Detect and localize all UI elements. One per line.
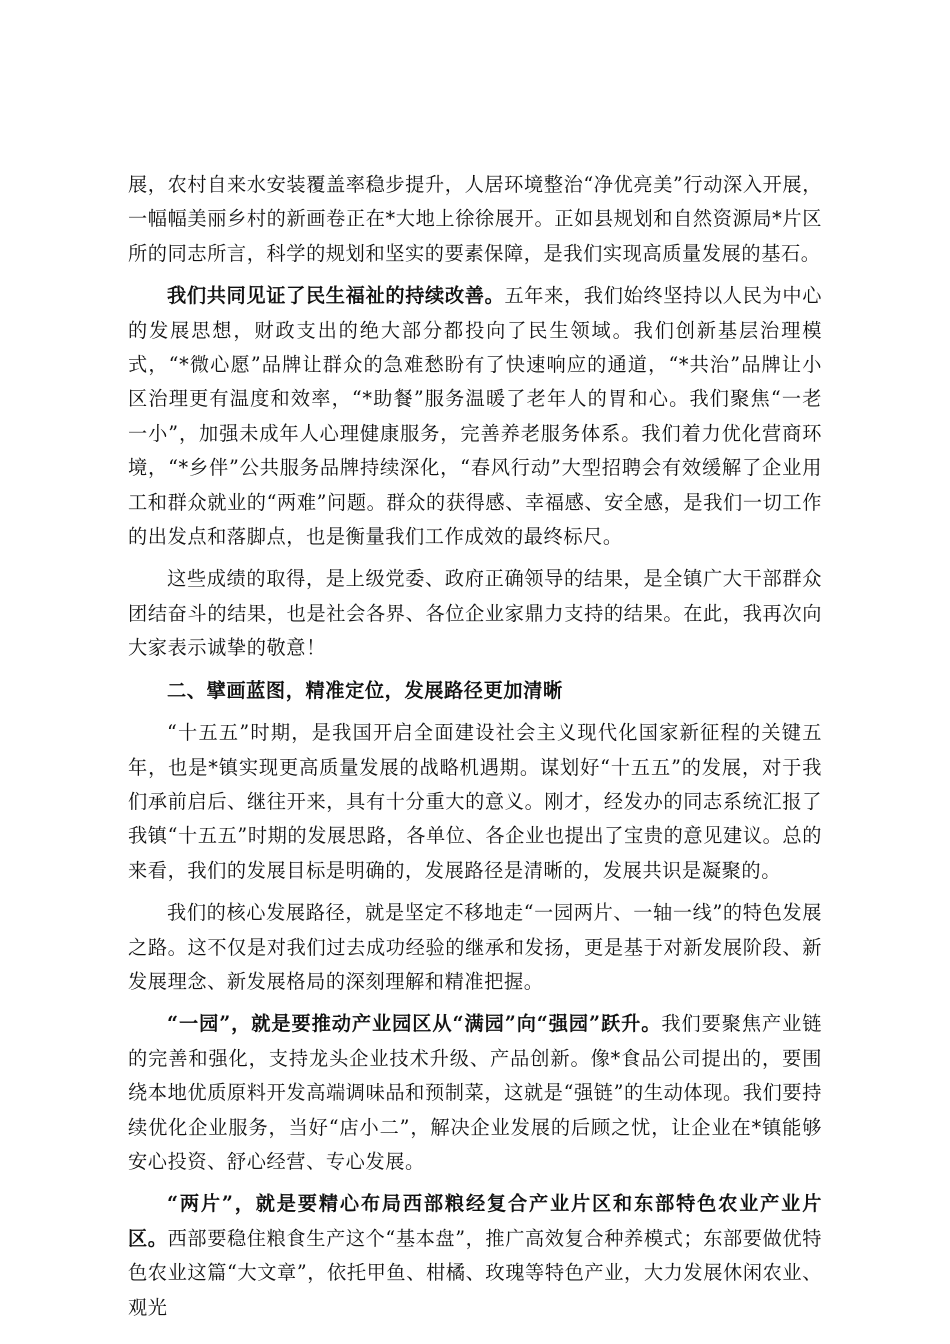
paragraph-thanks [128,562,822,665]
section-heading [128,674,822,708]
paragraph-livelihood [128,279,822,554]
paragraph-fifteenth-plan [128,716,822,888]
paragraph-continuation [128,168,822,271]
paragraph-text: 西部要稳住粮食生产这个“基本盘”，推广高效复合种养模式；东部要做优特色农业这篇“大文章”，依托甲鱼、柑橘、玫瑰等特色产业，大力发展休闲农业、观光 [128,1226,822,1319]
paragraph-text: 展，农村自来水安装覆盖率稳步提升，人居环境整治“净优亮美”行动深入开展，一幅幅美丽乡村的新画卷正在*大地上徐徐展开。正如县规划和自然资源局*片区所的同志所言，科学的规划和坚实的要素保障，是我们实现高质量发展的基石。 [128,173,822,265]
paragraph-two-zones [128,1187,822,1325]
paragraph-core-path [128,896,822,999]
document-body [128,168,822,1333]
paragraph-text: 五年来，我们始终坚持以人民为中心的发展思想，财政支出的绝大部分都投向了民生领域。我们创新基层治理模式，“*微心愿”品牌让群众的急难愁盼有了快速响应的通道，“*共治”品牌让小区治理更有温度和效率，“*助餐”服务温暖了老年人的胃和心。我们聚焦“一老一小”，加强未成年人心理健康服务，完善养老服务体系。我们着力优化营商环境，“*乡伴”公共服务品牌持续深化，“春风行动”大型招聘会有效缓解了企业用工和群众就业的“两难”问题。群众的获得感、幸福感、安全感，是我们一切工作的出发点和落脚点，也是衡量我们工作成效的最终标尺。 [128,284,822,549]
paragraph-text: 这些成绩的取得，是上级党委、政府正确领导的结果，是全镇广大干部群众团结奋斗的结果，也是社会各界、各位企业家鼎力支持的结果。在此，我再次向大家表示诚挚的敬意！ [128,567,822,660]
paragraph-lead: “两片”，就是要精心布局西部粮经复合产业片区和东部特色农业产业片区。 [128,1192,822,1250]
paragraph-one-park [128,1007,822,1179]
paragraph-text: “十五五”时期，是我国开启全面建设社会主义现代化国家新征程的关键五年，也是*镇实现更高质量发展的战略机遇期。谋划好“十五五”的发展，对于我们承前启后、继往开来，具有十分重大的意义。刚才，经发办的同志系统汇报了我镇“十五五”时期的发展思路，各单位、各企业也提出了宝贵的意见建议。总的来看，我们的发展目标是明确的，发展路径是清晰的，发展共识是凝聚的。 [128,721,822,882]
paragraph-lead: “一园”，就是要推动产业园区从“满园”向“强园”跃升。 [167,1012,662,1036]
paragraph-lead: 我们共同见证了民生福祉的持续改善。 [167,284,505,308]
heading-text: 二、擘画蓝图，精准定位，发展路径更加清晰 [167,678,563,702]
paragraph-text: 我们要聚焦产业链的完善和强化，支持龙头企业技术升级、产品创新。像*食品公司提出的，要围绕本地优质原料开发高端调味品和预制菜，这就是“强链”的生动体现。我们要持续优化企业服务，当好“店小二”，解决企业发展的后顾之忧，让企业在*镇能够安心投资、舒心经营、专心发展。 [128,1012,822,1173]
paragraph-text: 我们的核心发展路径，就是坚定不移地走“一园两片、一轴一线”的特色发展之路。这不仅是对我们过去成功经验的继承和发扬，更是基于对新发展阶段、新发展理念、新发展格局的深刻理解和精准把握。 [128,901,822,993]
